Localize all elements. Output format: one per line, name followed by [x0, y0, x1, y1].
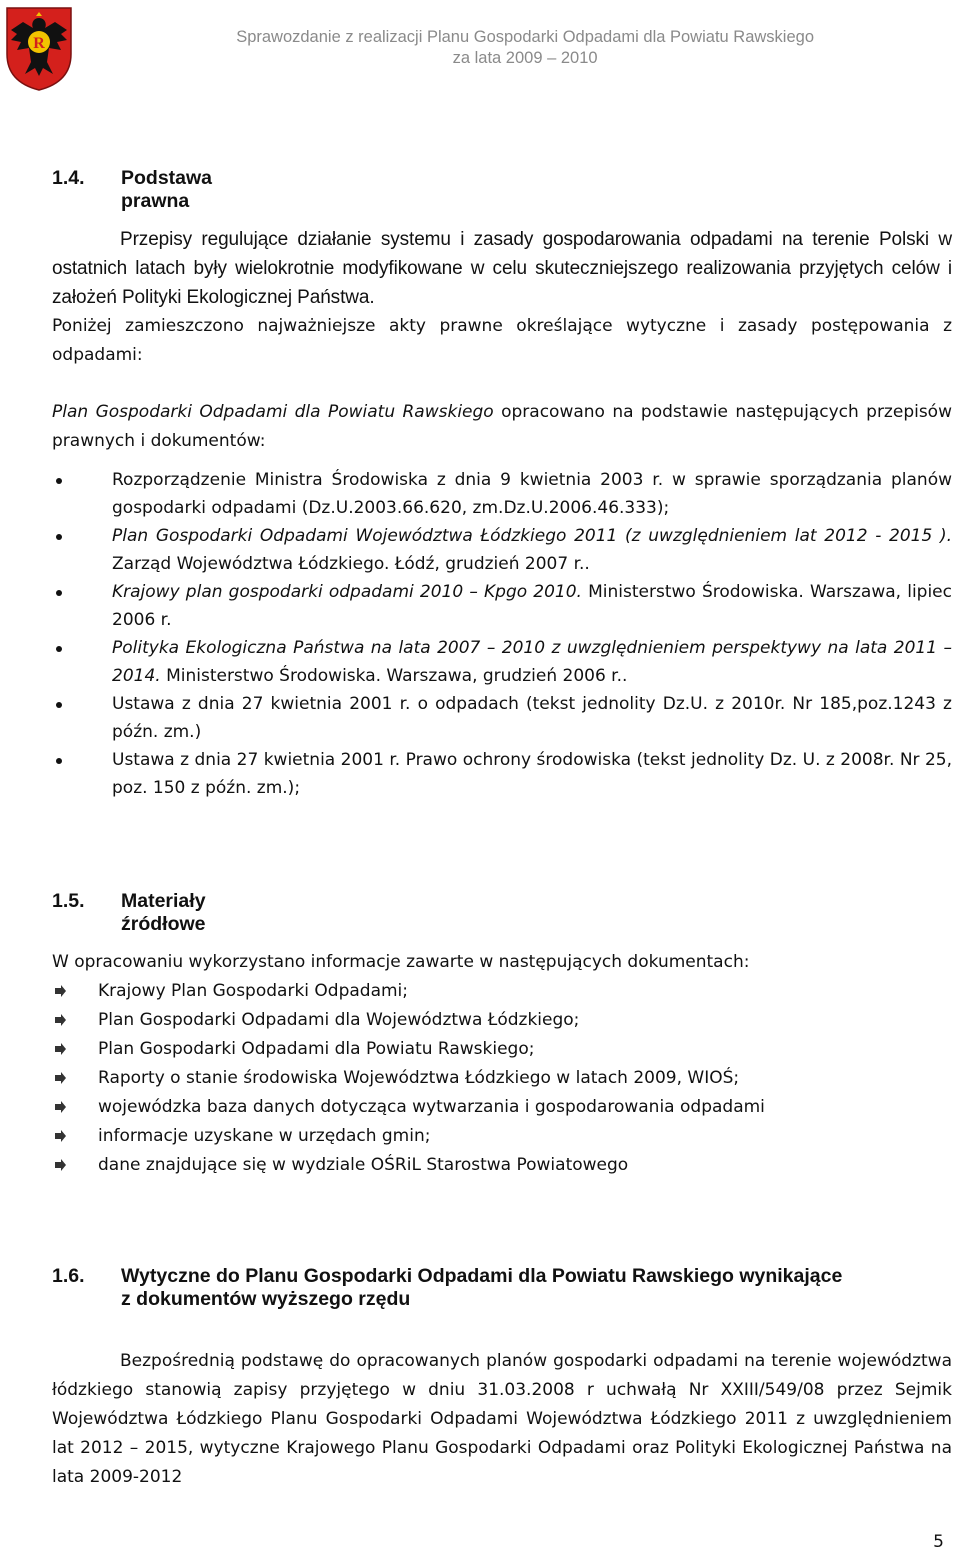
list-item: Rozporządzenie Ministra Środowiska z dnia 9 kwietnia 2003 r. w sprawie sporządzania planów gospodarki odpadami (Dz.U.2003.66.620, zm.Dz.U.2006.46.333);	[52, 466, 952, 522]
arrow-bullet-icon	[54, 1043, 66, 1055]
section-title: Materiały źródłowe	[121, 890, 206, 935]
list-item: Plan Gospodarki Odpadami Województwa Łódzkiego 2011 (z uwzględnieniem lat 2012 - 2015 ). Zarząd Województwa Łódzkiego. Łódź, grudzień 2007 r..	[52, 522, 952, 578]
paragraph: Poniżej zamieszczono najważniejsze akty prawne określające wytyczne i zasady postępowania z odpadami:	[52, 316, 952, 365]
header-period: za lata 2009 – 2010	[452, 49, 598, 67]
arrow-bullet-icon	[54, 1130, 66, 1142]
list-item: Plan Gospodarki Odpadami dla Województwa Łódzkiego;	[52, 1006, 952, 1035]
list-item: Krajowy Plan Gospodarki Odpadami;	[52, 977, 952, 1006]
sources-list	[52, 977, 952, 1180]
list-item: Raporty o stanie środowiska Województwa Łódzkiego w latach 2009, WIOŚ;	[52, 1064, 952, 1093]
paragraph: W opracowaniu wykorzystano informacje zawarte w następujących dokumentach:	[52, 952, 750, 972]
list-item: dane znajdujące się w wydziale OŚRiL Starostwa Powiatowego	[52, 1151, 952, 1180]
page-number: 5	[933, 1532, 944, 1552]
list-item: informacje uzyskane w urzędach gmin;	[52, 1122, 952, 1151]
arrow-bullet-icon	[54, 1072, 66, 1084]
section-number: 1.4.	[52, 167, 85, 189]
document-header	[236, 27, 814, 69]
plan-title: Plan Gospodarki Odpadami dla Powiatu Rawskiego	[52, 402, 494, 422]
legal-acts-list	[52, 466, 952, 802]
paragraph: Plan Gospodarki Odpadami dla Powiatu Rawskiego opracowano na podstawie następujących przepisów prawnych i dokumentów:	[52, 402, 952, 451]
arrow-bullet-icon	[54, 1101, 66, 1113]
paragraph: Przepisy regulujące działanie systemu i zasady gospodarowania odpadami na terenie Polski w ostatnich latach były wielokrotnie modyfikowane w celu skuteczniejszego realizowania przyjętych celów i założeń Polityki Ekologicznej Państwa.	[52, 229, 952, 308]
list-item: Krajowy plan gospodarki odpadami 2010 – Kpgo 2010. Ministerstwo Środowiska. Warszawa, lipiec 2006 r.	[52, 578, 952, 634]
list-item: wojewódzka baza danych dotycząca wytwarzania i gospodarowania odpadami	[52, 1093, 952, 1122]
list-item: Plan Gospodarki Odpadami dla Powiatu Rawskiego;	[52, 1035, 952, 1064]
arrow-bullet-icon	[54, 1159, 66, 1171]
list-item: Ustawa z dnia 27 kwietnia 2001 r. o odpadach (tekst jednolity Dz.U. z 2010r. Nr 185,poz.1243 z późn. zm.)	[52, 690, 952, 746]
paragraph: Bezpośrednią podstawę do opracowanych planów gospodarki odpadami na terenie województwa łódzkiego stanowią zapisy przyjętego w dniu 31.03.2008 r uchwałą Nr XXIII/549/08 przez Sejmik Województwa Łódzkiego Planu Gospodarki Odpadami Województwa Łódzkiego 2011 z uwzględnieniem lat 2012 – 2015, wytyczne Krajowego Planu Gospodarki Odpadami oraz Polityki Ekologicznej Państwa na lata 2009-2012	[52, 1351, 952, 1487]
section-number: 1.5.	[52, 890, 85, 912]
header-title: Sprawozdanie z realizacji Planu Gospodarki Odpadami dla Powiatu Rawskiego	[236, 28, 814, 46]
section-number: 1.6.	[52, 1265, 85, 1287]
list-item: Polityka Ekologiczna Państwa na lata 2007 – 2010 z uwzględnieniem perspektywy na lata 2011 – 2014. Ministerstwo Środowiska. Warszawa, grudzień 2006 r..	[52, 634, 952, 690]
arrow-bullet-icon	[54, 985, 66, 997]
list-item: Ustawa z dnia 27 kwietnia 2001 r. Prawo ochrony środowiska (tekst jednolity Dz. U. z 2008r. Nr 25, poz. 150 z późn. zm.);	[52, 746, 952, 802]
svg-text:R: R	[33, 35, 45, 52]
coat-of-arms-icon	[3, 4, 75, 92]
arrow-bullet-icon	[54, 1014, 66, 1026]
section-title: Wytyczne do Planu Gospodarki Odpadami dla Powiatu Rawskiego wynikające z dokumentów wyższego rzędu	[121, 1265, 843, 1310]
section-title: Podstawa prawna	[121, 167, 213, 212]
